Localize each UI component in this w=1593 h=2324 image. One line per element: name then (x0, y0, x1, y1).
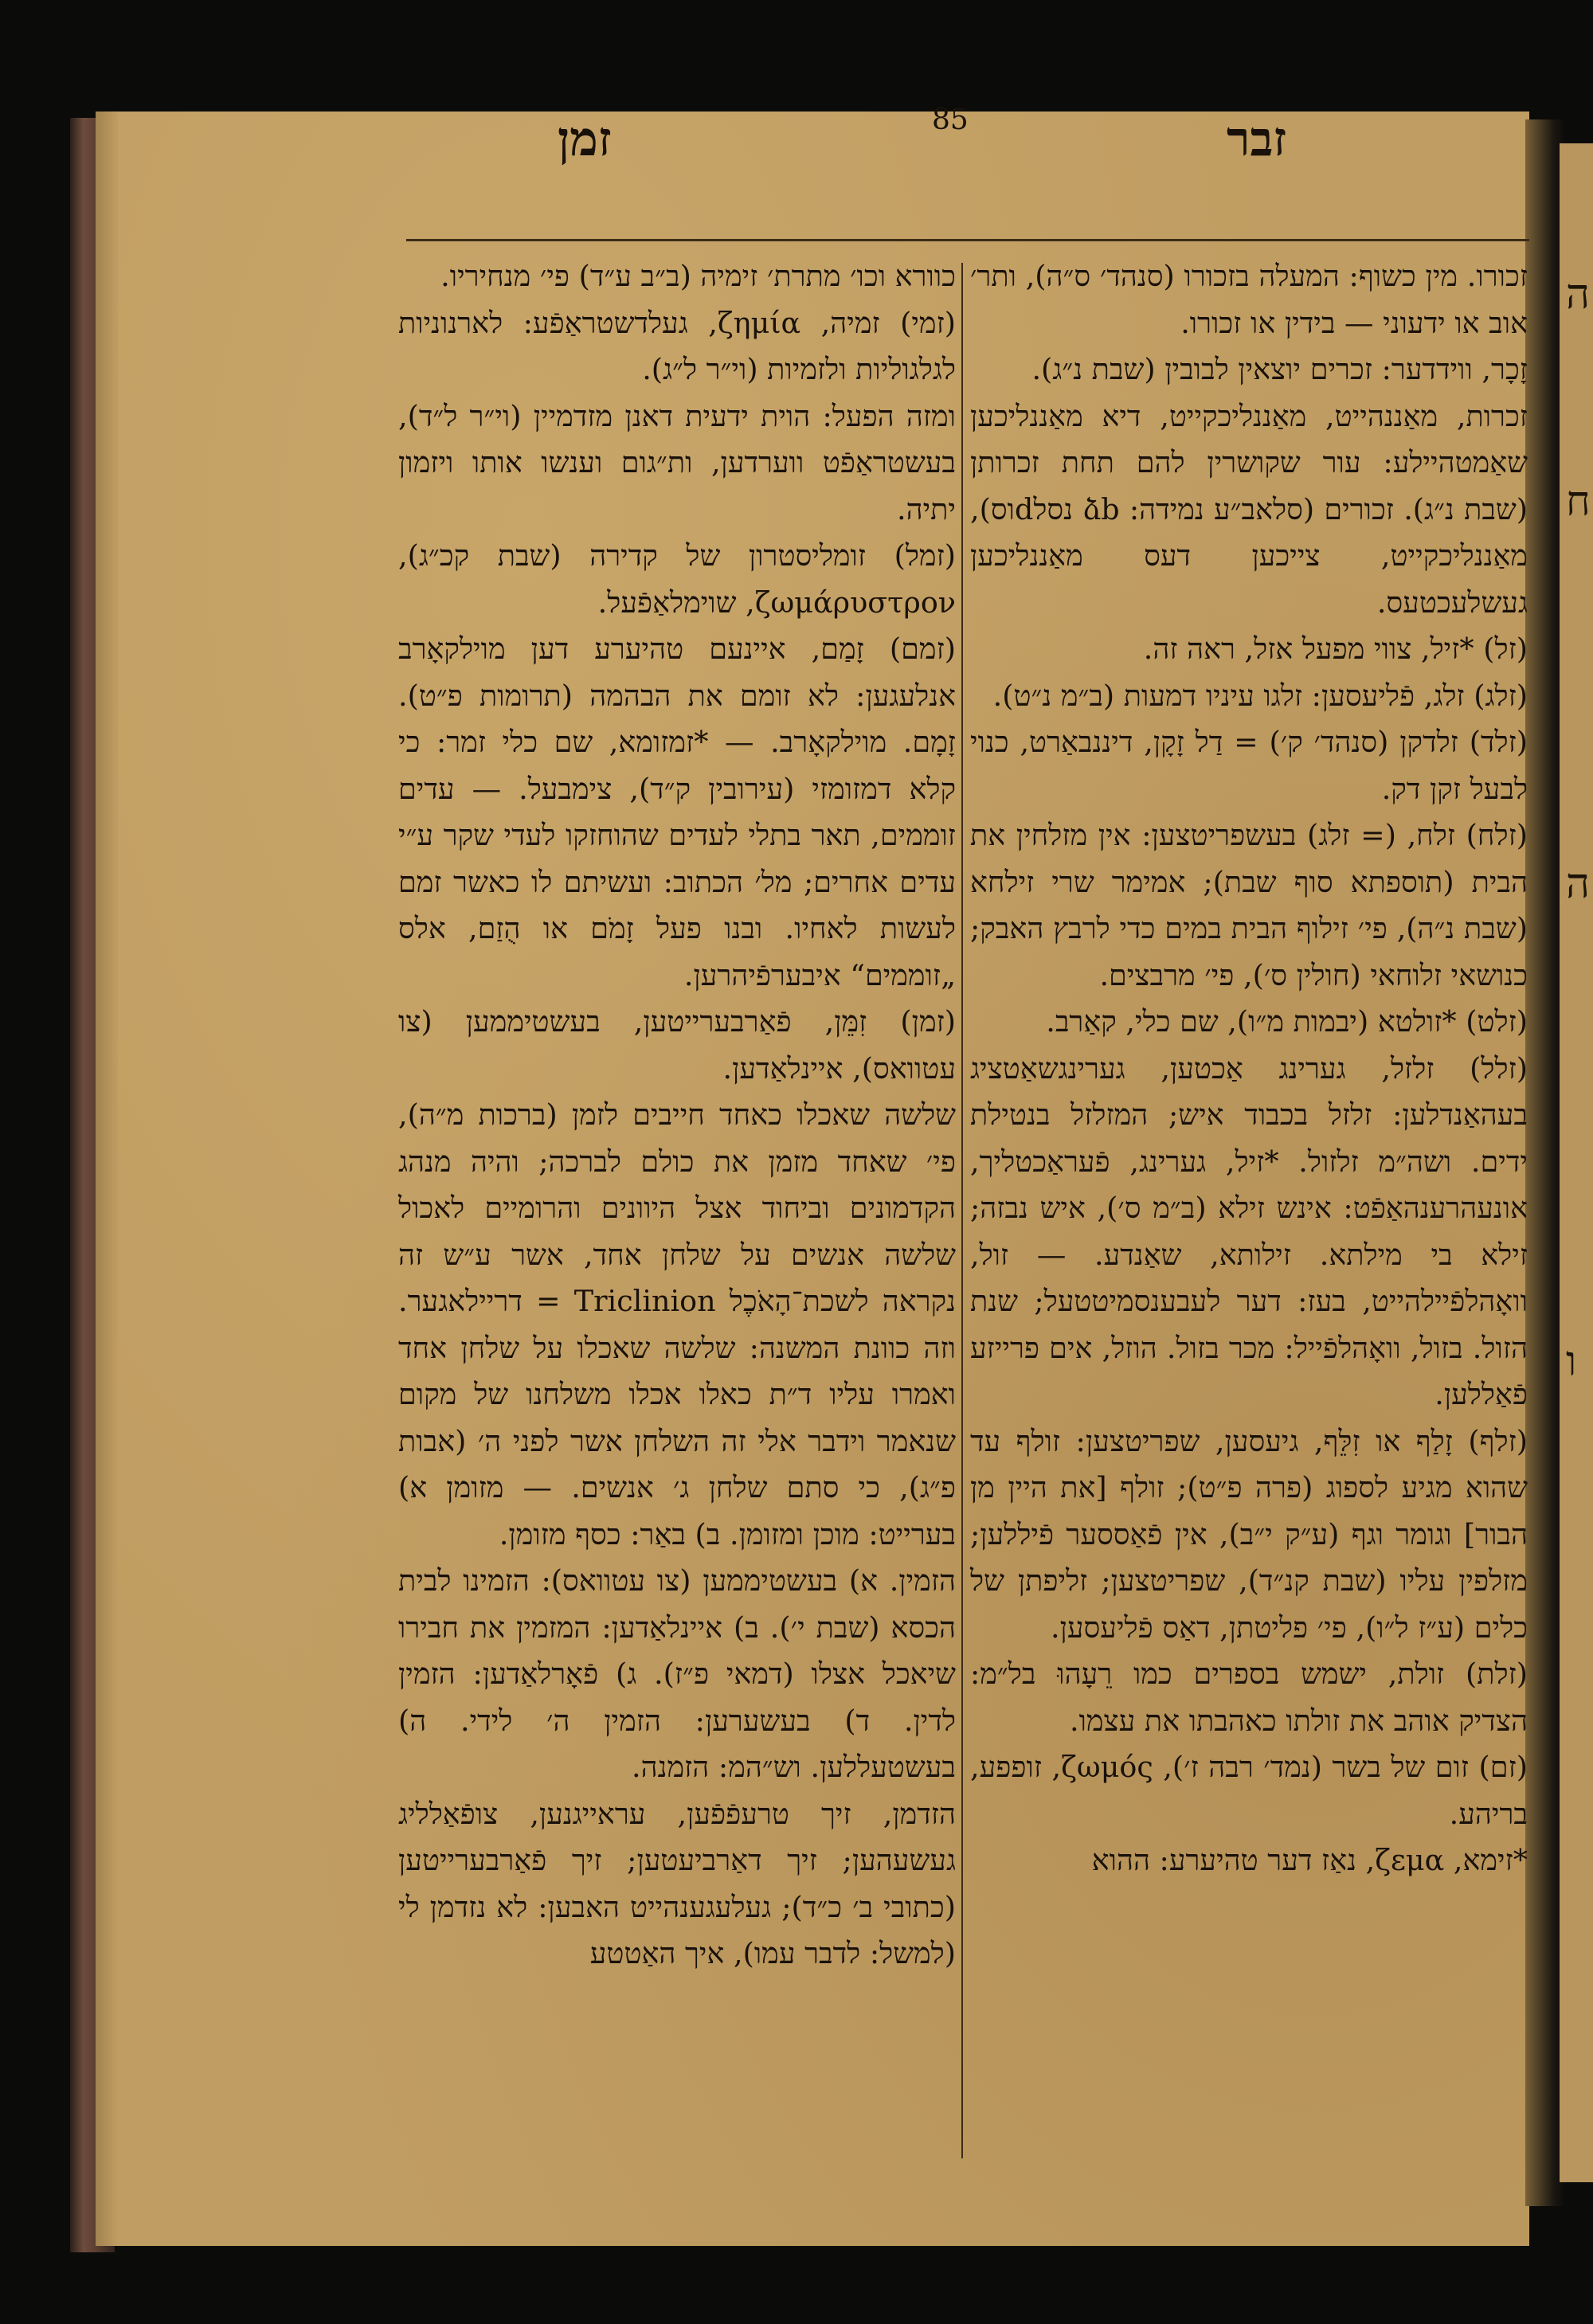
dictionary-entry: (זלף) זָלַף או זִלֵּף, גיעסען, שפריטצען: זולף עד שהוא מגיע לספוג (פרה פ״ט); זולף [את היין מן הבור] וגומר וגף (ע״ק י״ב), אין פֿאַססער פֿיללען; מזלפין עליו (שבת קנ״ד), שפריטצען; זליפתן של כלים (ע״ז ל״ו), פי׳ פליטתן, דאַס פֿליעסען. (970, 1423, 1528, 1645)
dictionary-entry: כוורא וכו׳ מתרת׳ זימיה (ב״ב ע״ד) פי׳ מנחיריו. (440, 259, 956, 293)
facing-page-sliver: ה ח ה ו (1560, 143, 1593, 2182)
dictionary-entry: (זלג) זלג, פֿליעסען: זלגו עיניו דמעות (ב״מ נ״ט). (992, 678, 1528, 713)
dictionary-entry: (זלת) זולת, ישמש בספרים כמו רֵעָהוּ בל״מ: הצדיק אוהב את זולתו כאהבתו את עצמו. (970, 1657, 1528, 1738)
dictionary-entry: (זל) *זיל, צווי מפעל אזל, ראה זה. (1143, 632, 1528, 666)
dictionary-entry: (זלד) זלדקן (סנהד׳ ק׳) = דַל זָקָן, דיננבאַרט, כנוי לבעל זקן דק. (970, 725, 1528, 806)
dictionary-entry: ומזה הפעל: הוית ידעית דאנן מזדמיין (וי״ר ל״ד), בעשטראַפֿט ווערדען, ות״גום וענשו אותו ויזמון יתיה. (398, 398, 956, 526)
dictionary-entry: הזדמן, זיך טרעפֿפֿען, עראייגנען, צופֿאַלליג געשעהען; זיך דאַרביעטען; זיך פֿאַרבערייטען (כתובי ב׳ כ״ד); געלעגענהייט האבען: לא נזדמן לי (למשל: לדבר עמו), איך האַטטע (398, 1796, 956, 1970)
dictionary-entry: (זמם) זָמַם, איינעם טהיערע דען מוילקאָרב אנלעגען: לא זומם את הבהמה (תרומות פ״ט). זָמָם. מוילקאָרב. — *זמזומא, שם כלי זמר: כי קלא דמזומזי (עירובין ק״ד), צימבעל. — עדים זוממים, תאר בתלי לעדים שהוחזקו לעדי שקר ע״י עדים אחרים; מל׳ הכתוב: ועשיתם לו כאשר זמם לעשות לאחיו. ובנו פעל זָמֹם או הֻזַם, אלס „זוממים“ איבערפֿיהרען. (398, 632, 956, 992)
dictionary-entry: זכורו. מין כשוף: המעלה בזכורו (סנהד׳ ס״ה), ותר׳ אוב או ידעוני — בידין או זכורו. (970, 259, 1528, 340)
dictionary-entry: (זלח) זלח, (= זלג) בעשפריטצען: אין מזלחין את הבית (תוספתא סוף שבת); אמימר שרי זילחא (שבת נ״ה), פי׳ זילוף הבית במים כדי לרבץ האבק; כנושאי זלוחאי (חולין ס׳), פי׳ מרבצים. (970, 818, 1528, 992)
dictionary-entry: (זמן) זִמֵּן, פֿאַרבערייטען, בעשטיממען (צו עטוואס), איינלאַדען. (398, 1004, 956, 1086)
column-divider (961, 263, 963, 2158)
header-rule (406, 239, 1529, 241)
page-fold-shadow (96, 112, 118, 2246)
page-header-right-word: זבר (1227, 112, 1287, 167)
dictionary-entry: *זימא, ζεμα, נאַז דער טהיערע: ההוא (1091, 1843, 1528, 1877)
dictionary-entry: (זם) זום של בשר (נמד׳ רבה ז׳), ζωμός, זופפע, בריהע. (970, 1750, 1528, 1831)
dictionary-entry: (זלט) *זולטא (יבמות מ״ו), שם כלי, קאַרב. (1046, 1004, 1528, 1039)
dictionary-entry: הזמין. א) בעשטיממען (צו עטוואס): הזמינו לבית הכסא (שבת י׳). ב) איינלאַדען: המזמין את חבירו שיאכל אצלו (דמאי פ״ז). ג) פֿאָרלאַדען: הזמין לדין. ד) בעשערען: הזמין ה׳ לידי. ה) בעשטעללען. וש״המ: הזמנה. (398, 1563, 956, 1784)
dictionary-entry: זָכָר, ווידדער: זכרים יוצאין לבובין (שבת נ״ג). (1031, 352, 1528, 386)
dictionary-entry: (זמל) זומליסטרון של קדירה (שבת קכ״ג), ζωμάρυστρον, שוימלאַפֿעל. (398, 538, 956, 620)
left-text-column (398, 253, 956, 2173)
right-text-column (970, 253, 1528, 2173)
dictionary-entry: (זלל) זלזל, גערינג אַכטען, גערינגשאַטציג בעהאַנדלען: זלזל בכבוד איש; המזלזל בנטילת ידים. ושה״מ זלזול. *זיל, גערינג, פֿעראַכטליך, אונעהרענהאַפֿט: אינש זילא (ב״מ ס׳), איש נבזה; זילא בי מילתא. זילותא, שאַנדע. — זול, וואָהלפֿיילהייט, בעז: דער לעבענסמיטטעל; שנת הזול. בזול, וואָהלפֿייל: מכר בזול. הוזל, אים פרייזע פֿאַללען. (970, 1050, 1528, 1411)
dictionary-entry: (זמי) זמיה, ζημία, געלדשטראַפֿע: לארנוניות לגלגוליות ולזמיות (וי״ר ל״ג). (398, 305, 956, 386)
page-header-left-word: זמן (558, 112, 612, 167)
dictionary-entry: שלשה שאכלו כאחד חייבים לזמן (ברכות מ״ה), פי׳ שאחד מזמן את כולם לברכה; והיה מנהג הקדמונים וביחוד אצל היוונים והרומיים לאכול שלשה אנשים על שלחן אחד, אשר ע״ש זה נקראה לשכת־הָאֹכֶל Triclinion = דריילאגער. וזה כוונת המשנה: שלשה שאכלו על שלחן אחד ואמרו עליו ד״ת כאלו אכלו משלחנו של מקום שנאמר וידבר אלי זה השלחן אשר לפני ה׳ (אבות פ״ג), כי סתם שלחן ג׳ אנשים. — מזומן א) בערייט: מוכן ומזומן. ב) באַר: כסף מזומן. (398, 1097, 956, 1551)
page-number: 85 (932, 104, 969, 136)
dictionary-entry: זכרות, מאַננהייט, מאַננליכקייט, דיא מאַננליכען שאַמטהיילע: עור שקושרין להם תחת זכרותן (שבת נ״ג). זכורים (סלאב״ע נמידה: ձb נסלdוס), מאַננליכקייט, צייכען דעס מאַננליכען געשלעכטעס. (970, 398, 1528, 620)
